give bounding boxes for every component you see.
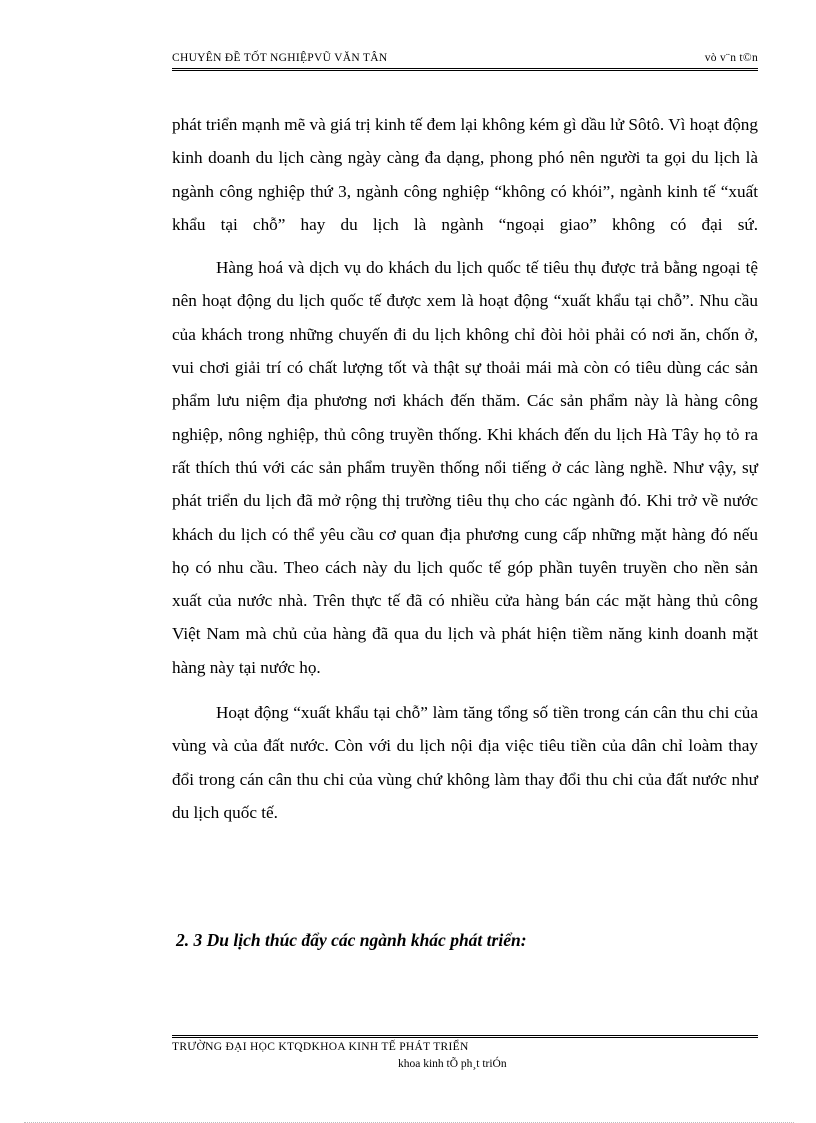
footer-center-text: khoa kinh tÕ ph¸t triÓn: [398, 1058, 507, 1070]
body-text: [172, 108, 758, 841]
header-left-text: CHUYÊN ĐỀ TỐT NGHIỆPVŨ VĂN TÂN: [172, 52, 388, 64]
paragraph-2: Hàng hoá và dịch vụ do khách du lịch quốc tế tiêu thụ được trả bằng ngoại tệ nên hoạt động du lịch quốc tế được xem là hoạt động “xuất khẩu tại chỗ”. Nhu cầu của khách trong những chuyến đi du lịch không chỉ đòi hỏi phải có nơi ăn, chốn ở, vui chơi giải trí có chất lượng tốt và thật sự thoải mái mà còn có tiêu dùng các sản phẩm lưu niệm địa phương nơi khách đến thăm. Các sản phẩm này là hàng công nghiệp, nông nghiệp, thủ công truyền thống. Khi khách đến du lịch Hà Tây họ tỏ ra rất thích thú với các sản phẩm truyền thống nổi tiếng ở các làng nghề. Như vậy, sự phát triển du lịch đã mở rộng thị trường tiêu thụ cho các ngành đó. Khi trở về nước khách du lịch có thể yêu cầu cơ quan địa phương cung cấp những mặt hàng đó nếu họ có nhu cầu. Theo cách này du lịch quốc tế góp phần tuyên truyền cho nền sản xuất của nước nhà. Trên thực tế đã có nhiều cửa hàng bán các mặt hàng thủ công Việt Nam mà chủ của hàng đã qua du lịch và phát hiện tiềm năng kinh doanh mặt hàng này tại nước họ.: [172, 258, 758, 677]
footer-rule: [172, 1035, 758, 1038]
paragraph-3: Hoạt động “xuất khẩu tại chỗ” làm tăng tổng số tiền trong cán cân thu chi của vùng và của đất nước. Còn với du lịch nội địa việc tiêu tiền của dân chỉ loàm thay đổi trong cán cân thu chi của vùng chứ không làm thay đổi thu chi của đất nước như du lịch quốc tế.: [172, 703, 758, 822]
paragraph-1: phát triển mạnh mẽ và giá trị kinh tế đem lại không kém gì dầu lử Sôtô. Vì hoạt động kinh doanh du lịch càng ngày càng đa dạng, phong phó nên người ta gọi du lịch là ngành công nghiệp thứ 3, ngành công nghiệp “không có khói”, ngành kinh tế “xuất khẩu tại chỗ” hay du lịch là ngành “ngoại giao” không có đại sứ.: [172, 115, 758, 234]
section-heading: 2. 3 Du lịch thúc đẩy các ngành khác phát triển:: [176, 930, 527, 950]
header-right-text: vò v¨n t©n: [704, 52, 758, 64]
header-rule: [172, 68, 758, 71]
footer-left-text: TRƯỜNG ĐẠI HỌC KTQDKHOA KINH TẾ PHÁT TRIỂN: [172, 1041, 469, 1053]
